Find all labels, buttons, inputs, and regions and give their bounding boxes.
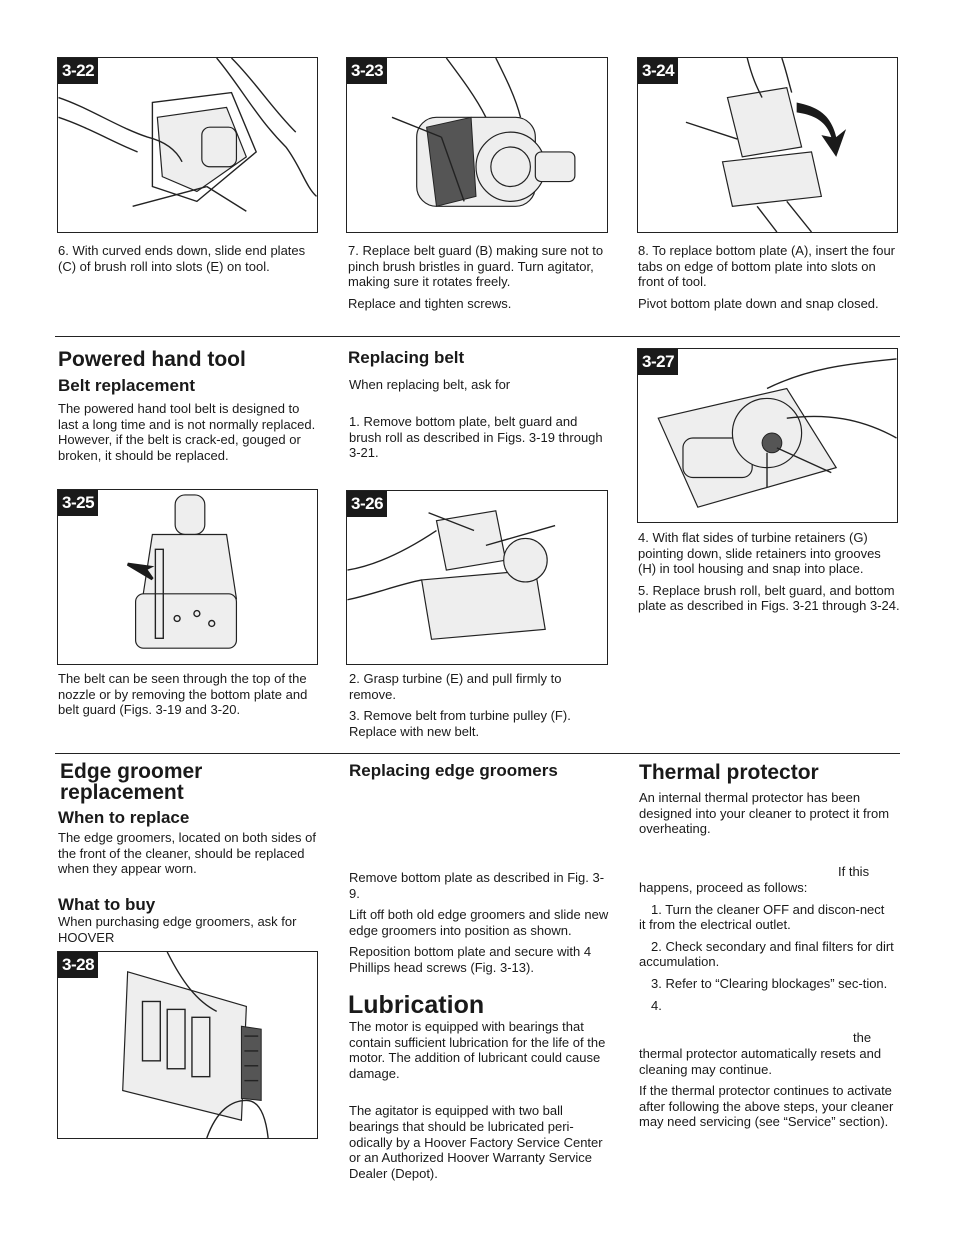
section-title-thermal-protector: Thermal protector: [639, 761, 819, 784]
section-title-edge-groomer: Edge groomer replacement: [60, 760, 203, 804]
figure-3-27: [637, 348, 898, 523]
figure-3-25: [57, 489, 318, 665]
replacing-belt-ask: When replacing belt, ask for: [349, 377, 511, 392]
illustration-belt-guard: [347, 58, 607, 232]
thermal-intro: An internal thermal protector has been designed into your cleaner to protect it from overheating.: [639, 790, 890, 837]
subtitle-replacing-edge-groomers: Replacing edge groomers: [349, 761, 558, 780]
illustration-belt-visible: [58, 490, 317, 664]
caption-3-22: 6. With curved ends down, slide end plates (C) of brush roll into slots (E) on tool.: [58, 243, 306, 274]
subtitle-belt-replacement: Belt replacement: [58, 376, 195, 395]
replacing-edge-body: Remove bottom plate as described in Fig. 3-9. Lift off both old edge groomers and slide new edge groomers into position as shown. Reposition bottom plate and secure with 4 Phillips head screws (Fig. 3-13).: [349, 870, 609, 975]
thermal-steps: happens, proceed as follows: 1. Turn the cleaner OFF and discon-nect it from the electrical outlet. 2. Check secondary and final filters for dirt accumulation. 3. Refer to “Clearing blockages” sec-tion. 4.: [639, 880, 894, 1013]
section-divider: [55, 753, 900, 754]
edge-when-body: The edge groomers, located on both sides of the front of the cleaner, should be replaced when they appear worn.: [58, 830, 316, 877]
figure-label: 3-25: [58, 490, 98, 516]
section-divider: [55, 336, 900, 337]
thermal-resets: thermal protector automatically resets and cleaning may continue. If the thermal protector continues to activate after following the above steps, your cleaner may need servicing (see “Service” section).: [639, 1046, 894, 1130]
figure-label: 3-26: [347, 491, 387, 517]
illustration-brush-roll-insert: [58, 58, 317, 232]
figure-label: 3-24: [638, 58, 678, 84]
figure-3-26: [346, 490, 608, 665]
subtitle-what-to-buy: What to buy: [58, 895, 156, 914]
subtitle-replacing-belt: Replacing belt: [348, 348, 465, 367]
figure-3-22: [57, 57, 318, 233]
caption-3-26: 2. Grasp turbine (E) and pull firmly to remove. 3. Remove belt from turbine pulley (F). Replace with new belt.: [349, 671, 571, 739]
thermal-the: the: [853, 1030, 872, 1045]
caption-3-25: The belt can be seen through the top of the nozzle or by removing the bottom plate and belt guard (Figs. 3-19 and 3-20.: [58, 671, 308, 718]
illustration-bottom-plate: [638, 58, 897, 232]
powered-body: The powered hand tool belt is designed to last a long time and is not normally replaced. However, if the belt is crack-ed, gouged or broken, it should be replaced.: [58, 401, 316, 463]
caption-3-23: 7. Replace belt guard (B) making sure not to pinch brush bristles in guard. Turn agitator, making sure it rotates freely. Replace and tighten screws.: [348, 243, 604, 311]
lubrication-body: The motor is equipped with bearings that contain sufficient lubrication for the life of the motor. The addition of lubricant could cause damage. The agitator is equipped with two ball bearings that should be lubricated peri-odically by a Hoover Factory Service Center or an Authorized Hoover Warranty Service Dealer (Depot).: [349, 1019, 606, 1181]
caption-3-27: 4. With flat sides of turbine retainers (G) pointing down, slide retainers into grooves (H) in tool housing and snap into place. 5. Replace brush roll, belt guard, and bottom plate as described in Figs. 3-21 through 3-24.: [638, 530, 900, 614]
subtitle-when-to-replace: When to replace: [58, 808, 190, 827]
caption-3-24: 8. To replace bottom plate (A), insert the four tabs on edge of bottom plate into slots on front of tool. Pivot bottom plate down and snap closed.: [638, 243, 896, 311]
figure-3-28: [57, 951, 318, 1139]
illustration-edge-groomer: [58, 952, 317, 1138]
section-title-powered-hand-tool: Powered hand tool: [58, 348, 246, 371]
figure-label: 3-27: [638, 349, 678, 375]
edge-buy-body: When purchasing edge groomers, ask for HOOVER: [58, 914, 297, 945]
figure-label: 3-28: [58, 952, 98, 978]
section-title-lubrication: Lubrication: [348, 991, 485, 1019]
thermal-if-this: If this: [838, 864, 870, 879]
figure-label: 3-23: [347, 58, 387, 84]
figure-label: 3-22: [58, 58, 98, 84]
figure-3-23: [346, 57, 608, 233]
figure-3-24: [637, 57, 898, 233]
replacing-belt-step1: 1. Remove bottom plate, belt guard and brush roll as described in Figs. 3-19 through 3-21.: [349, 414, 603, 461]
